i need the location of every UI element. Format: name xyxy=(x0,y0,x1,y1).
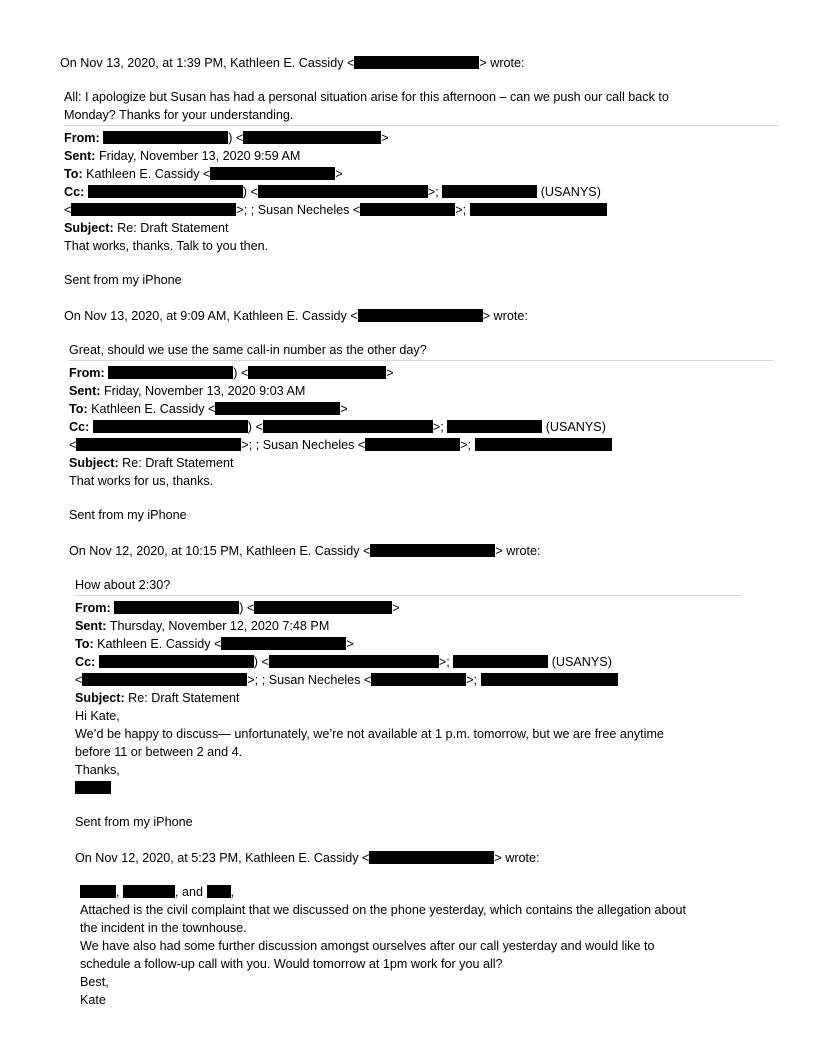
header-subject: Subject: Re: Draft Statement xyxy=(69,456,234,470)
redaction xyxy=(221,637,346,650)
redaction xyxy=(71,203,236,216)
body-line: the incident in the townhouse. xyxy=(80,921,247,935)
redaction xyxy=(358,309,483,322)
body-line: All: I apologize but Susan has had a personal situation arise for this afternoon – can we push our call back to xyxy=(64,90,669,104)
body-line: Attached is the civil complaint that we discussed on the phone yesterday, which contains the allegation about xyxy=(80,903,687,917)
redaction xyxy=(93,420,248,433)
quote-header-1: On Nov 13, 2020, at 1:39 PM, Kathleen E. Cassidy < > wrote: xyxy=(60,56,525,70)
body-line: Best, xyxy=(80,975,109,989)
redaction xyxy=(258,185,428,198)
redaction xyxy=(123,885,175,898)
header-cc: Cc: ) < >; (USANYS) xyxy=(69,420,606,434)
redaction xyxy=(370,544,495,557)
signature-line: Sent from my iPhone xyxy=(69,508,187,522)
redaction xyxy=(88,185,243,198)
redaction xyxy=(447,420,542,433)
body-line: That works, thanks. Talk to you then. xyxy=(64,239,269,253)
salutation-line: , , and , xyxy=(80,884,234,900)
header-cc-cont: < >; ; Susan Necheles < >; xyxy=(69,437,612,453)
header-to: To: Kathleen E. Cassidy < > xyxy=(69,402,348,416)
redaction xyxy=(453,655,548,668)
redaction xyxy=(80,885,116,898)
redaction xyxy=(269,655,439,668)
header-from: From: ) < > xyxy=(64,131,389,145)
body-line: Thanks, xyxy=(75,763,120,777)
header-subject: Subject: Re: Draft Statement xyxy=(64,221,229,235)
body-line: Great, should we use the same call-in number as the other day? xyxy=(69,343,427,357)
header-sent: Sent: Friday, November 13, 2020 9:59 AM xyxy=(64,149,301,163)
header-subject: Subject: Re: Draft Statement xyxy=(75,691,240,705)
header-to: To: Kathleen E. Cassidy < > xyxy=(75,637,354,651)
redaction xyxy=(248,366,386,379)
body-line: How about 2:30? xyxy=(75,578,171,592)
redaction xyxy=(354,56,479,69)
body-line: We’d be happy to discuss— unfortunately, we’re not available at 1 p.m. tomorrow, but we are free anytime xyxy=(75,727,664,741)
redaction xyxy=(82,673,247,686)
header-from: From: ) < > xyxy=(69,366,394,380)
body-line: Kate xyxy=(80,993,106,1007)
redaction xyxy=(360,203,455,216)
redaction xyxy=(365,438,460,451)
body-line: Monday? Thanks for your understanding. xyxy=(64,108,294,122)
header-sent: Sent: Thursday, November 12, 2020 7:48 PM xyxy=(75,619,330,633)
signature-line: Sent from my iPhone xyxy=(64,273,182,287)
quote-header-2: On Nov 13, 2020, at 9:09 AM, Kathleen E. Cassidy < > wrote: xyxy=(64,309,528,323)
redaction xyxy=(108,366,233,379)
redaction xyxy=(263,420,433,433)
body-line: That works for us, thanks. xyxy=(69,474,214,488)
signature-redaction xyxy=(75,780,111,796)
redaction xyxy=(254,601,392,614)
redaction xyxy=(75,781,111,794)
header-cc: Cc: ) < >; (USANYS) xyxy=(64,185,601,199)
divider xyxy=(69,360,774,361)
quote-header-4: On Nov 12, 2020, at 5:23 PM, Kathleen E. Cassidy < > wrote: xyxy=(75,851,540,865)
redaction xyxy=(371,673,466,686)
redaction xyxy=(475,438,612,451)
divider xyxy=(64,125,779,126)
body-line: We have also had some further discussion amongst ourselves after our call yesterday and would like to xyxy=(80,939,655,953)
body-line: before 11 or between 2 and 4. xyxy=(75,745,243,759)
redaction xyxy=(369,851,494,864)
body-line: Hi Kate, xyxy=(75,709,120,723)
divider xyxy=(75,595,742,596)
redaction xyxy=(114,601,239,614)
redaction xyxy=(99,655,254,668)
body-line: schedule a follow-up call with you. Would tomorrow at 1pm work for you all? xyxy=(80,957,503,971)
header-sent: Sent: Friday, November 13, 2020 9:03 AM xyxy=(69,384,306,398)
header-cc-cont: < >; ; Susan Necheles < >; xyxy=(64,202,607,218)
header-cc-cont: < >; ; Susan Necheles < >; xyxy=(75,672,618,688)
redaction xyxy=(210,167,335,180)
redaction xyxy=(103,131,228,144)
redaction xyxy=(481,673,618,686)
redaction xyxy=(215,402,340,415)
header-to: To: Kathleen E. Cassidy < > xyxy=(64,167,343,181)
header-cc: Cc: ) < >; (USANYS) xyxy=(75,655,612,669)
quote-header-3: On Nov 12, 2020, at 10:15 PM, Kathleen E. Cassidy < > wrote: xyxy=(69,544,541,558)
redaction xyxy=(243,131,381,144)
redaction xyxy=(442,185,537,198)
redaction xyxy=(207,885,231,898)
redaction xyxy=(470,203,607,216)
signature-line: Sent from my iPhone xyxy=(75,815,193,829)
redaction xyxy=(76,438,241,451)
header-from: From: ) < > xyxy=(75,601,400,615)
